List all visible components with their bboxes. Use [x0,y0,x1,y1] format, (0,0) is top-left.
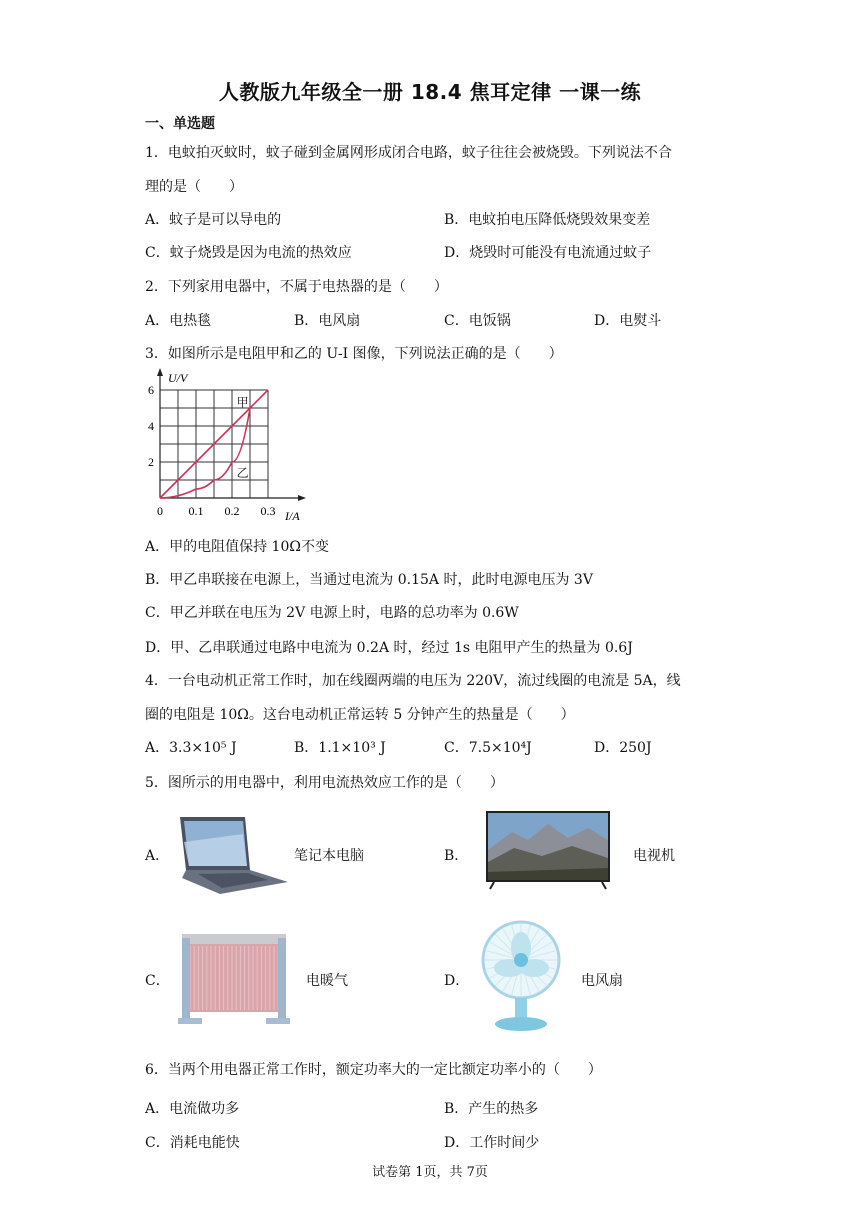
series-label-jia: 甲 [236,395,249,410]
question-5-option-a-letter[interactable]: A． [145,848,170,864]
question-6-option-b[interactable]: B．产生的热多 [444,1101,539,1117]
question-5-option-c-letter[interactable]: C． [145,973,170,989]
question-4-option-d[interactable]: D．250J [594,740,652,756]
question-5-option-c-label: 电暖气 [306,973,348,989]
question-3-option-d[interactable]: D．甲、乙串联通过电路中电流为 0.2A 时，经过 1s 电阻甲产生的热量为 0.6J [145,640,633,656]
question-5-option-a-label: 笔记本电脑 [294,848,364,864]
question-1-option-a[interactable]: A．蚊子是可以导电的 [145,212,282,228]
x-axis-label: I/A [285,509,300,523]
question-1-option-b[interactable]: B．电蚊拍电压降低烧毁效果变差 [444,212,651,228]
question-4-stem-line1: 4．一台电动机正常工作时，加在线圈两端的电压为 220V，流过线圈的电流是 5A，线 [145,673,681,689]
y-tick-label: 4 [148,419,154,433]
section-heading: 一、单选题 [145,116,215,132]
ui-graph [150,368,310,523]
question-1-stem-line1: 1．电蚊拍灭蚊时，蚊子碰到金属网形成闭合电路，蚊子往往会被烧毁。下列说法不合 [145,145,672,161]
x-tick-label: 0.1 [188,504,204,518]
question-2-option-c[interactable]: C．电饭锅 [444,313,511,329]
page-title: 人教版九年级全一册 18.4 焦耳定律 一课一练 [218,80,642,104]
question-5-option-d-letter[interactable]: D． [444,973,470,989]
y-axis-arrow [157,368,163,376]
question-5-option-d-label: 电风扇 [581,973,623,989]
question-2-option-a[interactable]: A．电热毯 [145,313,212,329]
y-tick-label: 2 [148,455,154,469]
question-3-option-b[interactable]: B．甲乙串联接在电源上，当通过电流为 0.15A 时，此时电源电压为 3V [145,572,593,588]
y-axis-label: U/V [168,371,188,385]
series-label-yi: 乙 [236,465,249,480]
x-tick-label: 0.2 [224,504,240,518]
x-axis-arrow [298,495,306,501]
laptop-image [170,812,290,897]
question-2-option-d[interactable]: D．电熨斗 [594,313,662,329]
electric-fan-image [478,918,564,1034]
question-1-option-c[interactable]: C．蚊子烧毁是因为电流的热效应 [145,245,352,261]
question-5-option-b-label: 电视机 [633,848,675,864]
x-tick-label: 0.3 [260,504,276,518]
question-6-option-d[interactable]: D．工作时间少 [444,1135,540,1151]
question-4-stem-line2: 圈的电阻是 10Ω。这台电动机正常运转 5 分钟产生的热量是（ ） [145,707,575,723]
question-4-option-c[interactable]: C．7.5×10⁴J [444,740,532,756]
x-tick-label: 0 [157,504,163,518]
question-6-option-a[interactable]: A．电流做功多 [145,1101,240,1117]
question-3-stem: 3．如图所示是电阻甲和乙的 U-I 图像，下列说法正确的是（ ） [145,346,563,362]
question-6-stem: 6．当两个用电器正常工作时，额定功率大的一定比额定功率小的（ ） [145,1062,602,1078]
question-3-option-c[interactable]: C．甲乙并联在电压为 2V 电源上时，电路的总功率为 0.6W [145,605,519,621]
television-image [484,810,612,892]
question-1-option-d[interactable]: D．烧毁时可能没有电流通过蚊子 [444,245,652,261]
question-5-stem: 5．图所示的用电器中，利用电流热效应工作的是（ ） [145,775,504,791]
question-2-option-b[interactable]: B．电风扇 [294,313,361,329]
y-tick-label: 6 [148,383,154,397]
page-footer: 试卷第 1页，共 7页 [372,1165,488,1180]
question-2-stem: 2．下列家用电器中，不属于电热器的是（ ） [145,279,448,295]
question-1-stem-line2: 理的是（ ） [145,179,243,195]
question-4-option-a[interactable]: A．3.3×10⁵ J [145,740,237,756]
question-6-option-c[interactable]: C．消耗电能快 [145,1135,240,1151]
question-4-option-b[interactable]: B．1.1×10³ J [294,740,386,756]
question-5-option-b-letter[interactable]: B． [444,848,469,864]
electric-heater-image [178,930,290,1030]
question-3-option-a[interactable]: A．甲的电阻值保持 10Ω不变 [145,539,329,555]
